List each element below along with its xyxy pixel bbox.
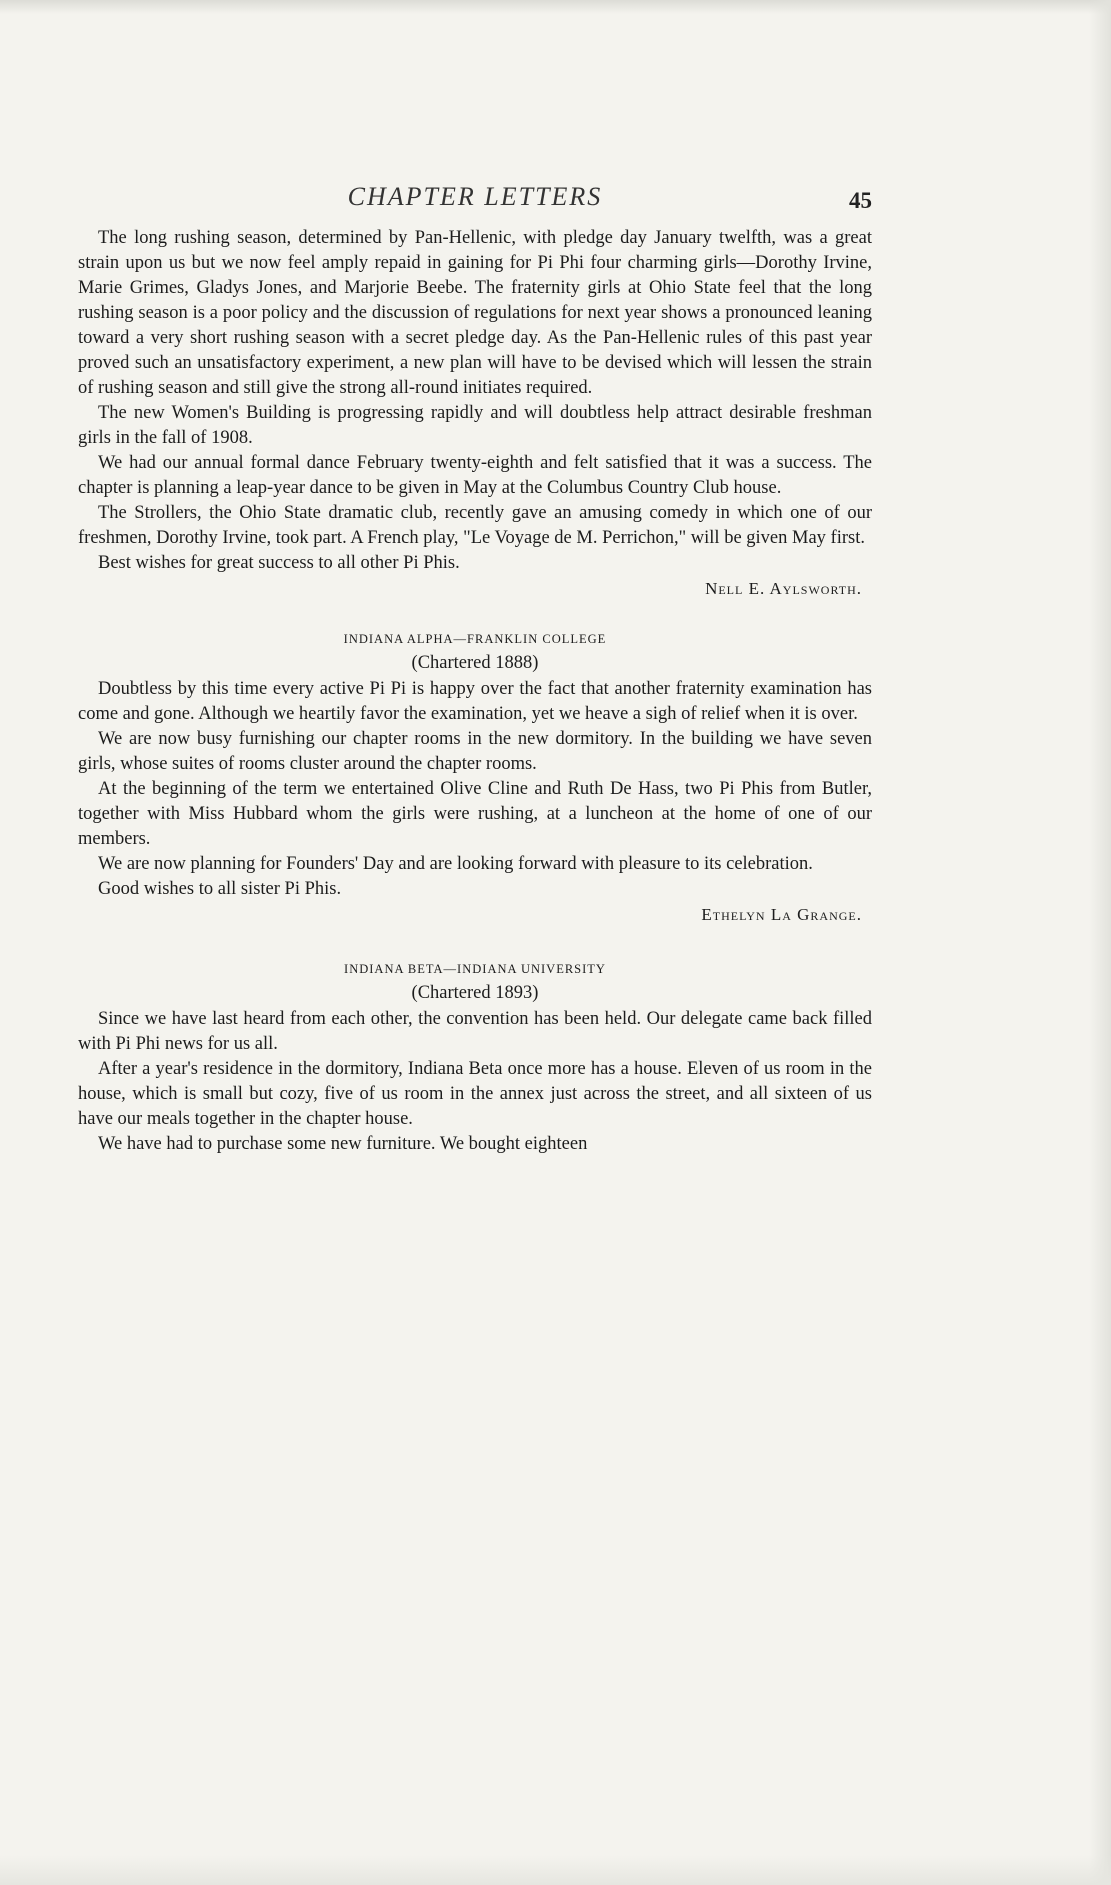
page-content — [78, 178, 872, 1157]
page-edge-shadow-right — [1089, 0, 1111, 1885]
paragraph: Doubtless by this time every active Pi Pi is happy over the fact that another fraternity examination has come and gone. Although we heartily favor the examination, yet we heave a sigh of relief when it is over. — [78, 679, 872, 724]
paragraph: We have had to purchase some new furniture. We bought eighteen — [98, 1134, 588, 1154]
paragraph: The new Women's Building is progressing rapidly and will doubtless help attract desirable freshman girls in the fall of 1908. — [78, 403, 872, 448]
page-edge-shadow-top — [0, 0, 1111, 14]
indiana-beta-letter — [78, 959, 872, 1157]
paragraph: The Strollers, the Ohio State dramatic club, recently gave an amusing comedy in which one of our freshmen, Dorothy Irvine, took part. A French play, "Le Voyage de M. Perrichon," will be given May first. — [78, 503, 872, 548]
paragraph: At the beginning of the term we entertained Olive Cline and Ruth De Hass, two Pi Phis from Butler, together with Miss Hubbard whom the girls were rushing, at a luncheon at the home of one of our members. — [78, 779, 872, 849]
running-header — [78, 178, 872, 224]
paragraph: Since we have last heard from each other, the convention has been held. Our delegate came back filled with Pi Phi news for us all. — [78, 1009, 872, 1054]
page-edge-shadow-bottom — [0, 1855, 1111, 1885]
ohio-letter — [78, 226, 872, 601]
paragraph: The long rushing season, determined by Pan-Hellenic, with pledge day January twelfth, was a great strain upon us but we now feel amply repaid in gaining for Pi Phi four charming girls—Dorothy Irvine, Marie Grimes, Gladys Jones, and Marjorie Beebe. The fraternity girls at Ohio State feel that the long rushing season is a poor policy and the discussion of regulations for next year shows a pronounced leaning toward a very short rushing season with a secret pledge day. As the Pan-Hellenic rules of this past year proved such an unsatisfactory experiment, a new plan will have to be devised which will lessen the strain of rushing season and still give the strong all-round initiates required. — [78, 228, 872, 398]
paragraph: We are now busy furnishing our chapter rooms in the new dormitory. In the building we have seven girls, whose suites of rooms cluster around the chapter rooms. — [78, 729, 872, 774]
paragraph: We are now planning for Founders' Day and are looking forward with pleasure to its celebration. — [98, 854, 813, 874]
chartered-date: (Chartered 1893) — [411, 983, 539, 1003]
page-number: 45 — [849, 188, 872, 213]
chartered-date: (Chartered 1888) — [411, 653, 539, 673]
paragraph: We had our annual formal dance February twenty-eighth and felt satisfied that it was a success. The chapter is planning a leap-year dance to be given in May at the Columbus Country Club house. — [78, 453, 872, 498]
signature: Ethelyn La Grange. — [701, 905, 862, 924]
paragraph: After a year's residence in the dormitory, Indiana Beta once more has a house. Eleven of us room in the house, which is small but cozy, five of us room in the annex just across the street, and all sixteen of us have our meals together in the chapter house. — [78, 1059, 872, 1129]
paragraph: Best wishes for great success to all other Pi Phis. — [98, 553, 460, 573]
section-spacer — [78, 601, 872, 629]
running-title: CHAPTER LETTERS — [347, 182, 603, 211]
indiana-alpha-letter — [78, 629, 872, 927]
chapter-heading: INDIANA BETA—INDIANA UNIVERSITY — [344, 962, 606, 976]
chapter-heading: INDIANA ALPHA—FRANKLIN COLLEGE — [343, 632, 607, 646]
section-spacer — [78, 927, 872, 959]
signature: Nell E. Aylsworth. — [705, 579, 862, 598]
paragraph: Good wishes to all sister Pi Phis. — [98, 879, 342, 899]
